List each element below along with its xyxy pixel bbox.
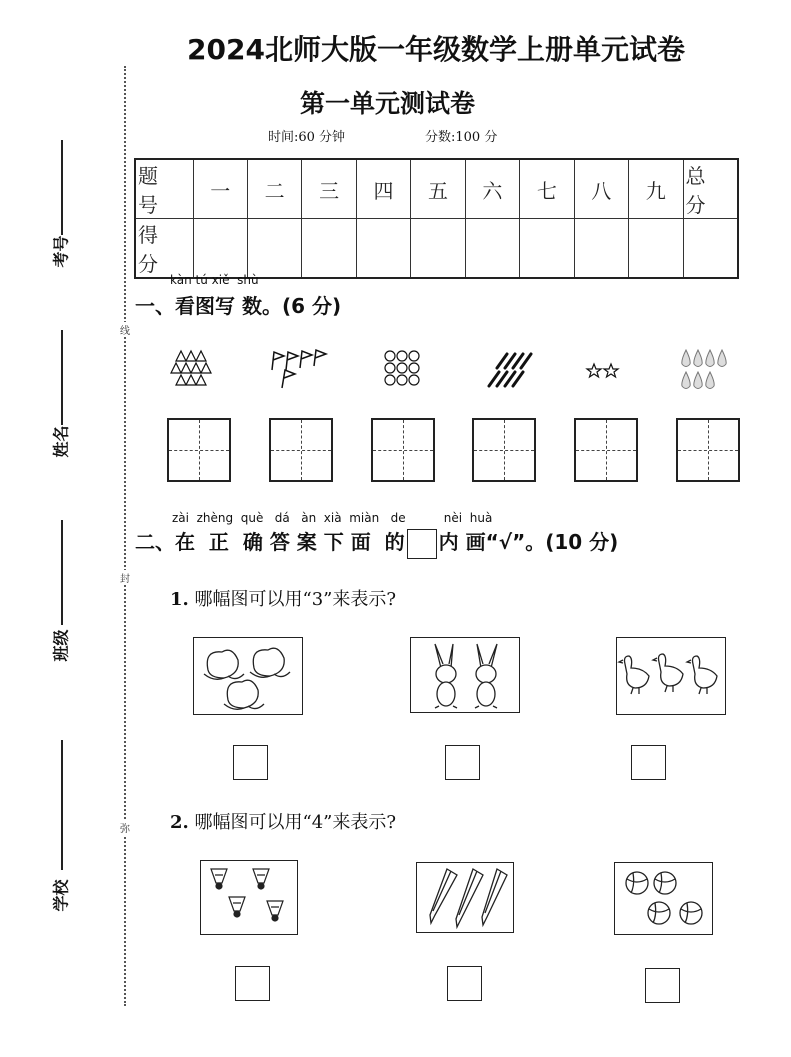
score-cell[interactable]	[574, 219, 628, 279]
col-header: 三	[302, 159, 356, 219]
circles-image	[383, 350, 423, 388]
score-cell[interactable]	[411, 219, 465, 279]
score-table	[134, 158, 739, 279]
answer-grid-2[interactable]	[269, 418, 333, 482]
shuttlecocks-image	[200, 860, 298, 935]
section1-pinyin: kàn tú xiě shù	[170, 273, 259, 287]
question-1	[170, 585, 396, 611]
triangles-image	[170, 348, 220, 388]
inline-box-icon	[407, 529, 437, 559]
exam-no-line[interactable]	[61, 140, 63, 235]
score-cell[interactable]	[193, 219, 247, 279]
rabbits-image	[410, 637, 520, 713]
section2-heading-a: 二、在 正 确 答 案 下 面 的	[135, 530, 405, 554]
col-header: 九	[629, 159, 684, 219]
school-line[interactable]	[61, 740, 63, 870]
q2-option-shuttlecocks-checkbox[interactable]	[235, 966, 270, 1001]
flags-image	[268, 348, 338, 390]
q2-option-volleyballs-checkbox[interactable]	[645, 968, 680, 1003]
seal-char-line: 线	[118, 322, 132, 337]
q1-option-rabbits-checkbox[interactable]	[445, 745, 480, 780]
page-title: 2024北师大版一年级数学上册单元试卷	[187, 33, 685, 66]
score-cell[interactable]	[520, 219, 574, 279]
stars-image	[585, 362, 621, 380]
seal-char-seal: 封	[118, 570, 132, 585]
question-1-text: 哪幅图可以用“3”来表示?	[194, 589, 397, 610]
name-line[interactable]	[61, 330, 63, 425]
class-line[interactable]	[61, 520, 63, 625]
answer-grid-1[interactable]	[167, 418, 231, 482]
score-cell[interactable]	[356, 219, 410, 279]
ducks-image	[616, 637, 726, 715]
exam-no-label: 考号	[51, 235, 71, 268]
seal-dotted-line	[124, 66, 126, 1006]
unit-title: 第一单元测试卷	[300, 89, 476, 118]
score-cell[interactable]	[629, 219, 684, 279]
volleyballs-image	[614, 862, 713, 935]
question-2-text: 哪幅图可以用“4”来表示?	[194, 812, 397, 833]
col-header: 二	[247, 159, 301, 219]
exam-score: 分数:100 分	[425, 130, 498, 145]
q2-option-pencils-checkbox[interactable]	[447, 966, 482, 1001]
exam-time: 时间:60 分钟	[268, 130, 346, 145]
answer-grid-6[interactable]	[676, 418, 740, 482]
col-header: 五	[411, 159, 465, 219]
score-cell[interactable]	[683, 219, 738, 279]
q1-option-ducks-checkbox[interactable]	[631, 745, 666, 780]
answer-grid-5[interactable]	[574, 418, 638, 482]
answer-grid-3[interactable]	[371, 418, 435, 482]
sticks-image	[485, 350, 533, 390]
answer-grid-4[interactable]	[472, 418, 536, 482]
score-cell[interactable]	[247, 219, 301, 279]
section2-pinyin: zài zhèng què dá àn xià miàn de nèi huà	[172, 511, 493, 525]
col-header: 一	[193, 159, 247, 219]
name-label: 姓名	[51, 425, 71, 458]
question-2-number: 2.	[170, 812, 189, 833]
section2-heading	[135, 526, 618, 559]
q1-option-peaches-checkbox[interactable]	[233, 745, 268, 780]
row-label-question: 题号	[135, 159, 193, 219]
section2-heading-b: 内 画“√”。(10 分)	[438, 530, 619, 554]
score-cell[interactable]	[302, 219, 356, 279]
pears-image	[678, 346, 728, 392]
col-header: 八	[574, 159, 628, 219]
school-label: 学校	[51, 879, 71, 912]
class-label: 班级	[51, 629, 71, 662]
col-header: 六	[465, 159, 519, 219]
col-header: 总分	[683, 159, 738, 219]
score-cell[interactable]	[465, 219, 519, 279]
question-1-number: 1.	[170, 589, 189, 610]
col-header: 七	[520, 159, 574, 219]
pencils-image	[416, 862, 514, 933]
section1-heading: 一、看图写 数。(6 分)	[135, 294, 342, 318]
col-header: 四	[356, 159, 410, 219]
peaches-image	[193, 637, 303, 715]
seal-char-mi: 弥	[118, 820, 132, 835]
row-label-score: 得分	[135, 219, 193, 279]
question-2	[170, 808, 396, 834]
